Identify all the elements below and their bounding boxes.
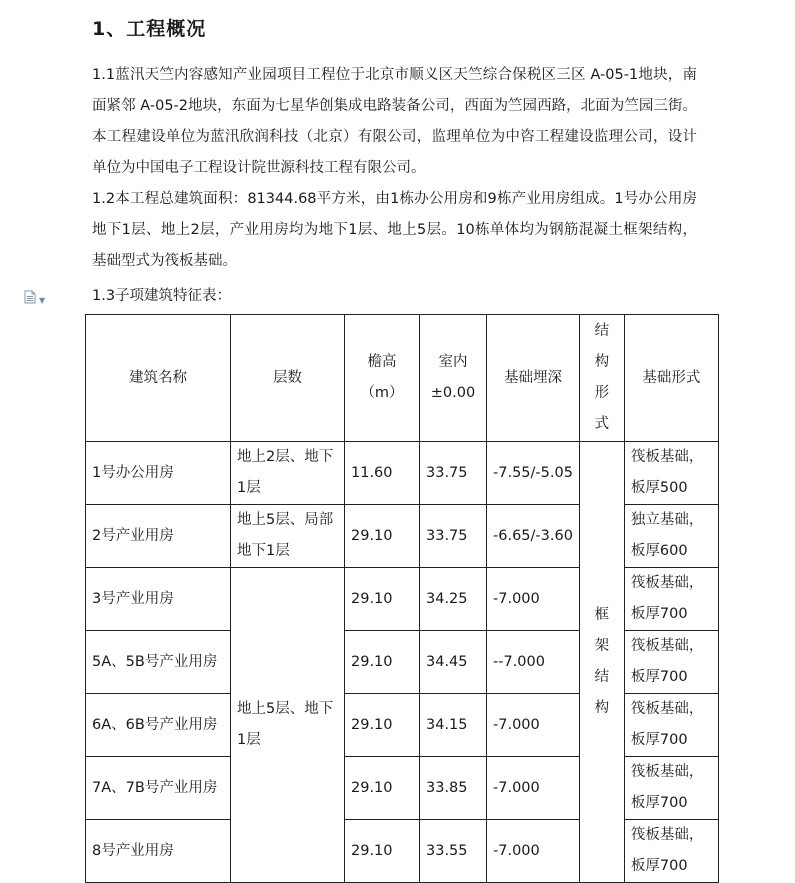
cell-height: 29.10: [345, 694, 420, 757]
cell-name: 3号产业用房: [86, 568, 231, 631]
cell-indoor: 34.45: [420, 631, 487, 694]
header-structure-type: [579, 315, 624, 442]
building-spec-table: [85, 314, 719, 883]
header-indoor-level: 室内±0.00: [420, 315, 487, 442]
cell-indoor: 33.55: [420, 820, 487, 883]
cell-name: 7A、7B号产业用房: [86, 757, 231, 820]
header-foundation-type: 基础形式: [624, 315, 718, 442]
cell-name: 6A、6B号产业用房: [86, 694, 231, 757]
cell-floors: 地上5层、局部地下1层: [231, 505, 345, 568]
cell-depth: -6.65/-3.60: [487, 505, 580, 568]
cell-name: 8号产业用房: [86, 820, 231, 883]
table-row: [86, 568, 719, 631]
cell-foundation: 筏板基础，板厚700: [624, 694, 718, 757]
cell-indoor: 33.85: [420, 757, 487, 820]
cell-name: 2号产业用房: [86, 505, 231, 568]
cell-height: 29.10: [345, 820, 420, 883]
header-structure-type-text: 结构形式: [594, 323, 610, 432]
cell-indoor: 33.75: [420, 505, 487, 568]
cell-floors-merged: 地上5层、地下1层: [231, 568, 345, 883]
cell-height: 29.10: [345, 631, 420, 694]
cell-structure-merged: [579, 442, 624, 883]
document-icon-glyph: [24, 290, 36, 304]
table-row: [86, 442, 719, 505]
header-eave-height: 檐高（m）: [345, 315, 420, 442]
cell-indoor: 33.75: [420, 442, 487, 505]
table-row: [86, 631, 719, 694]
section-heading: 1、工程概况: [92, 18, 207, 40]
cell-foundation: 筏板基础，板厚700: [624, 631, 718, 694]
cell-depth: -7.000: [487, 694, 580, 757]
cell-floors: 地上2层、地下1层: [231, 442, 345, 505]
cell-height: 29.10: [345, 757, 420, 820]
cell-depth: -7.55/-5.05: [487, 442, 580, 505]
table-row: [86, 820, 719, 883]
header-floors: 层数: [231, 315, 345, 442]
paragraph-1-2: 1.2本工程总建筑面积：81344.68平方米，由1栋办公用房和9栋产业用房组成。1号办公用房地下1层、地上2层，产业用房均为地下1层、地上5层。10栋单体均为钢筋混凝土框架结构，基础型式为筏板基础。: [92, 191, 697, 269]
cell-height: 29.10: [345, 505, 420, 568]
cell-height: 29.10: [345, 568, 420, 631]
cell-name: 1号办公用房: [86, 442, 231, 505]
cell-height: 11.60: [345, 442, 420, 505]
cell-foundation: 独立基础，板厚600: [624, 505, 718, 568]
cell-depth: --7.000: [487, 631, 580, 694]
cell-foundation: 筏板基础，板厚700: [624, 568, 718, 631]
table-header-row: [86, 315, 719, 442]
header-foundation-depth: 基础埋深: [487, 315, 580, 442]
document-icon[interactable]: [24, 290, 45, 308]
table-row: [86, 757, 719, 820]
paragraph-1-1: 1.1蓝汛天竺内容感知产业园项目工程位于北京市顺义区天竺综合保税区三区 A-05-1地块，南面紧邻 A-05-2地块，东面为七星华创集成电路装备公司，西面为竺园西路，北面为竺园三街。本工程建设单位为蓝汛欣润科技（北京）有限公司，监理单位为中咨工程建设监理公司，设计单位为中国电子工程设计院世源科技工程有限公司。: [92, 67, 697, 176]
header-building-name: 建筑名称: [86, 315, 231, 442]
cell-indoor: 34.25: [420, 568, 487, 631]
cell-depth: -7.000: [487, 820, 580, 883]
cell-foundation: 筏板基础，板厚500: [624, 442, 718, 505]
cell-foundation: 筏板基础，板厚700: [624, 820, 718, 883]
cell-foundation: 筏板基础，板厚700: [624, 757, 718, 820]
chevron-down-icon: ▼: [39, 295, 46, 305]
table-row: [86, 505, 719, 568]
cell-structure-text: 框架结构: [594, 607, 610, 716]
cell-indoor: 34.15: [420, 694, 487, 757]
cell-name: 5A、5B号产业用房: [86, 631, 231, 694]
paragraph-1-3: 1.3子项建筑特征表：: [92, 288, 232, 304]
table-row: [86, 694, 719, 757]
cell-depth: -7.000: [487, 568, 580, 631]
cell-depth: -7.000: [487, 757, 580, 820]
